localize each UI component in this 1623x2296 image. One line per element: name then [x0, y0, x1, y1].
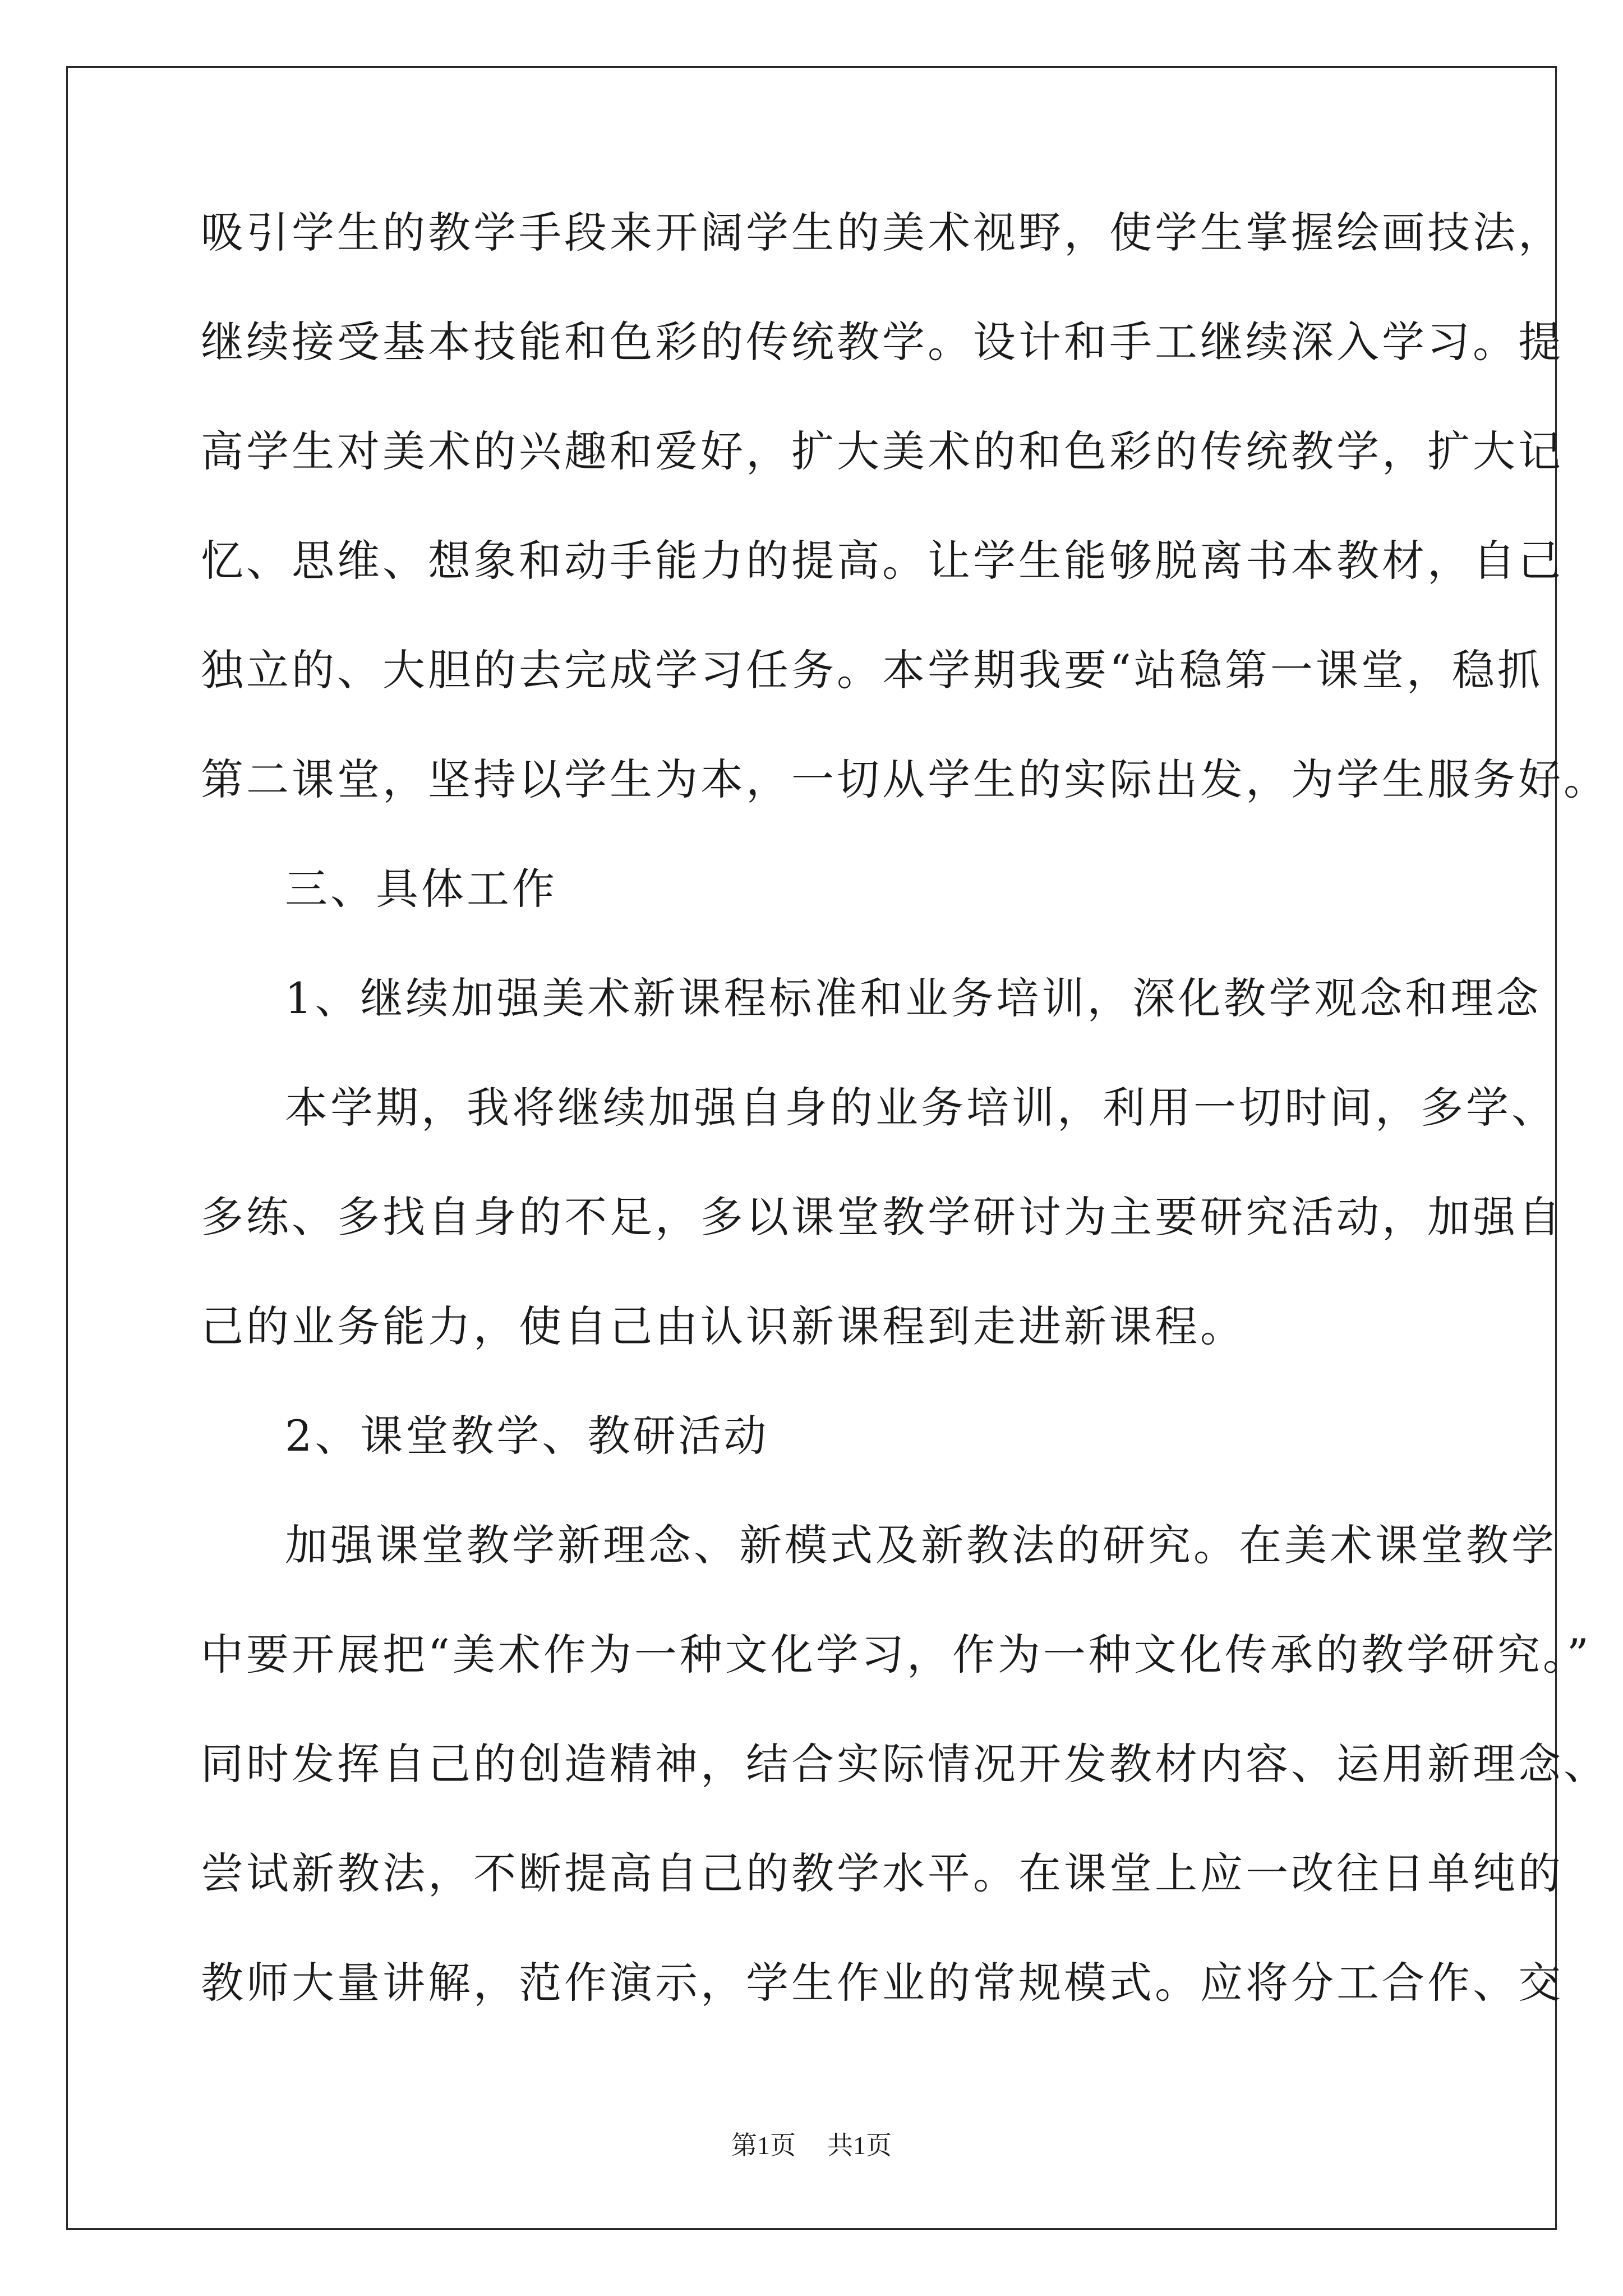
text-line: 高学生对美术的兴趣和爱好，扩大美术的和色彩的传统教学，扩大记 — [201, 426, 1564, 476]
text-line: 继续接受基本技能和色彩的传统教学。设计和手工继续深入学习。提 — [201, 317, 1564, 367]
text-line: 忆、思维、想象和动手能力的提高。让学生能够脱离书本教材，自己 — [201, 536, 1564, 586]
text-line: 同时发挥自己的创造精神，结合实际情况开发教材内容、运用新理念、 — [201, 1739, 1609, 1789]
text-line: 多练、多找自身的不足，多以课堂教学研讨为主要研究活动，加强自 — [201, 1192, 1564, 1242]
page-total: 共1页 — [827, 2131, 892, 2160]
text-line: 本学期，我将继续加强自身的业务培训，利用一切时间，多学、 — [285, 1083, 1557, 1133]
text-line: 尝试新教法，不断提高自己的教学水平。在课堂上应一改往日单纯的 — [201, 1848, 1564, 1898]
text-line: 独立的、大胆的去完成学习任务。本学期我要“站稳第一课堂，稳抓 — [201, 645, 1543, 695]
document-body — [201, 202, 1609, 2062]
page-number: 第1页 — [731, 2131, 796, 2160]
text-line: 加强课堂教学新理念、新模式及新教法的研究。在美术课堂教学 — [285, 1520, 1557, 1570]
text-line: 第二课堂，坚持以学生为本，一切从学生的实际出发，为学生服务好。 — [201, 754, 1609, 804]
text-line: 吸引学生的教学手段来开阔学生的美术视野，使学生掌握绘画技法， — [201, 208, 1564, 257]
page-footer — [0, 2125, 1623, 2162]
text-line: 1、继续加强美术新课程标准和业务培训，深化教学观念和理念 — [285, 973, 1542, 1023]
text-line: 教师大量讲解，范作演示，学生作业的常规模式。应将分工合作、交 — [201, 1958, 1564, 2008]
text-line: 三、具体工作 — [285, 864, 557, 914]
text-line: 中要开展把“美术作为一种文化学习，作为一种文化传承的教学研究。” — [201, 1630, 1592, 1680]
text-line: 2、课堂教学、教研活动 — [285, 1411, 769, 1461]
text-line: 己的业务能力，使自己由认识新课程到走进新课程。 — [201, 1301, 1246, 1351]
